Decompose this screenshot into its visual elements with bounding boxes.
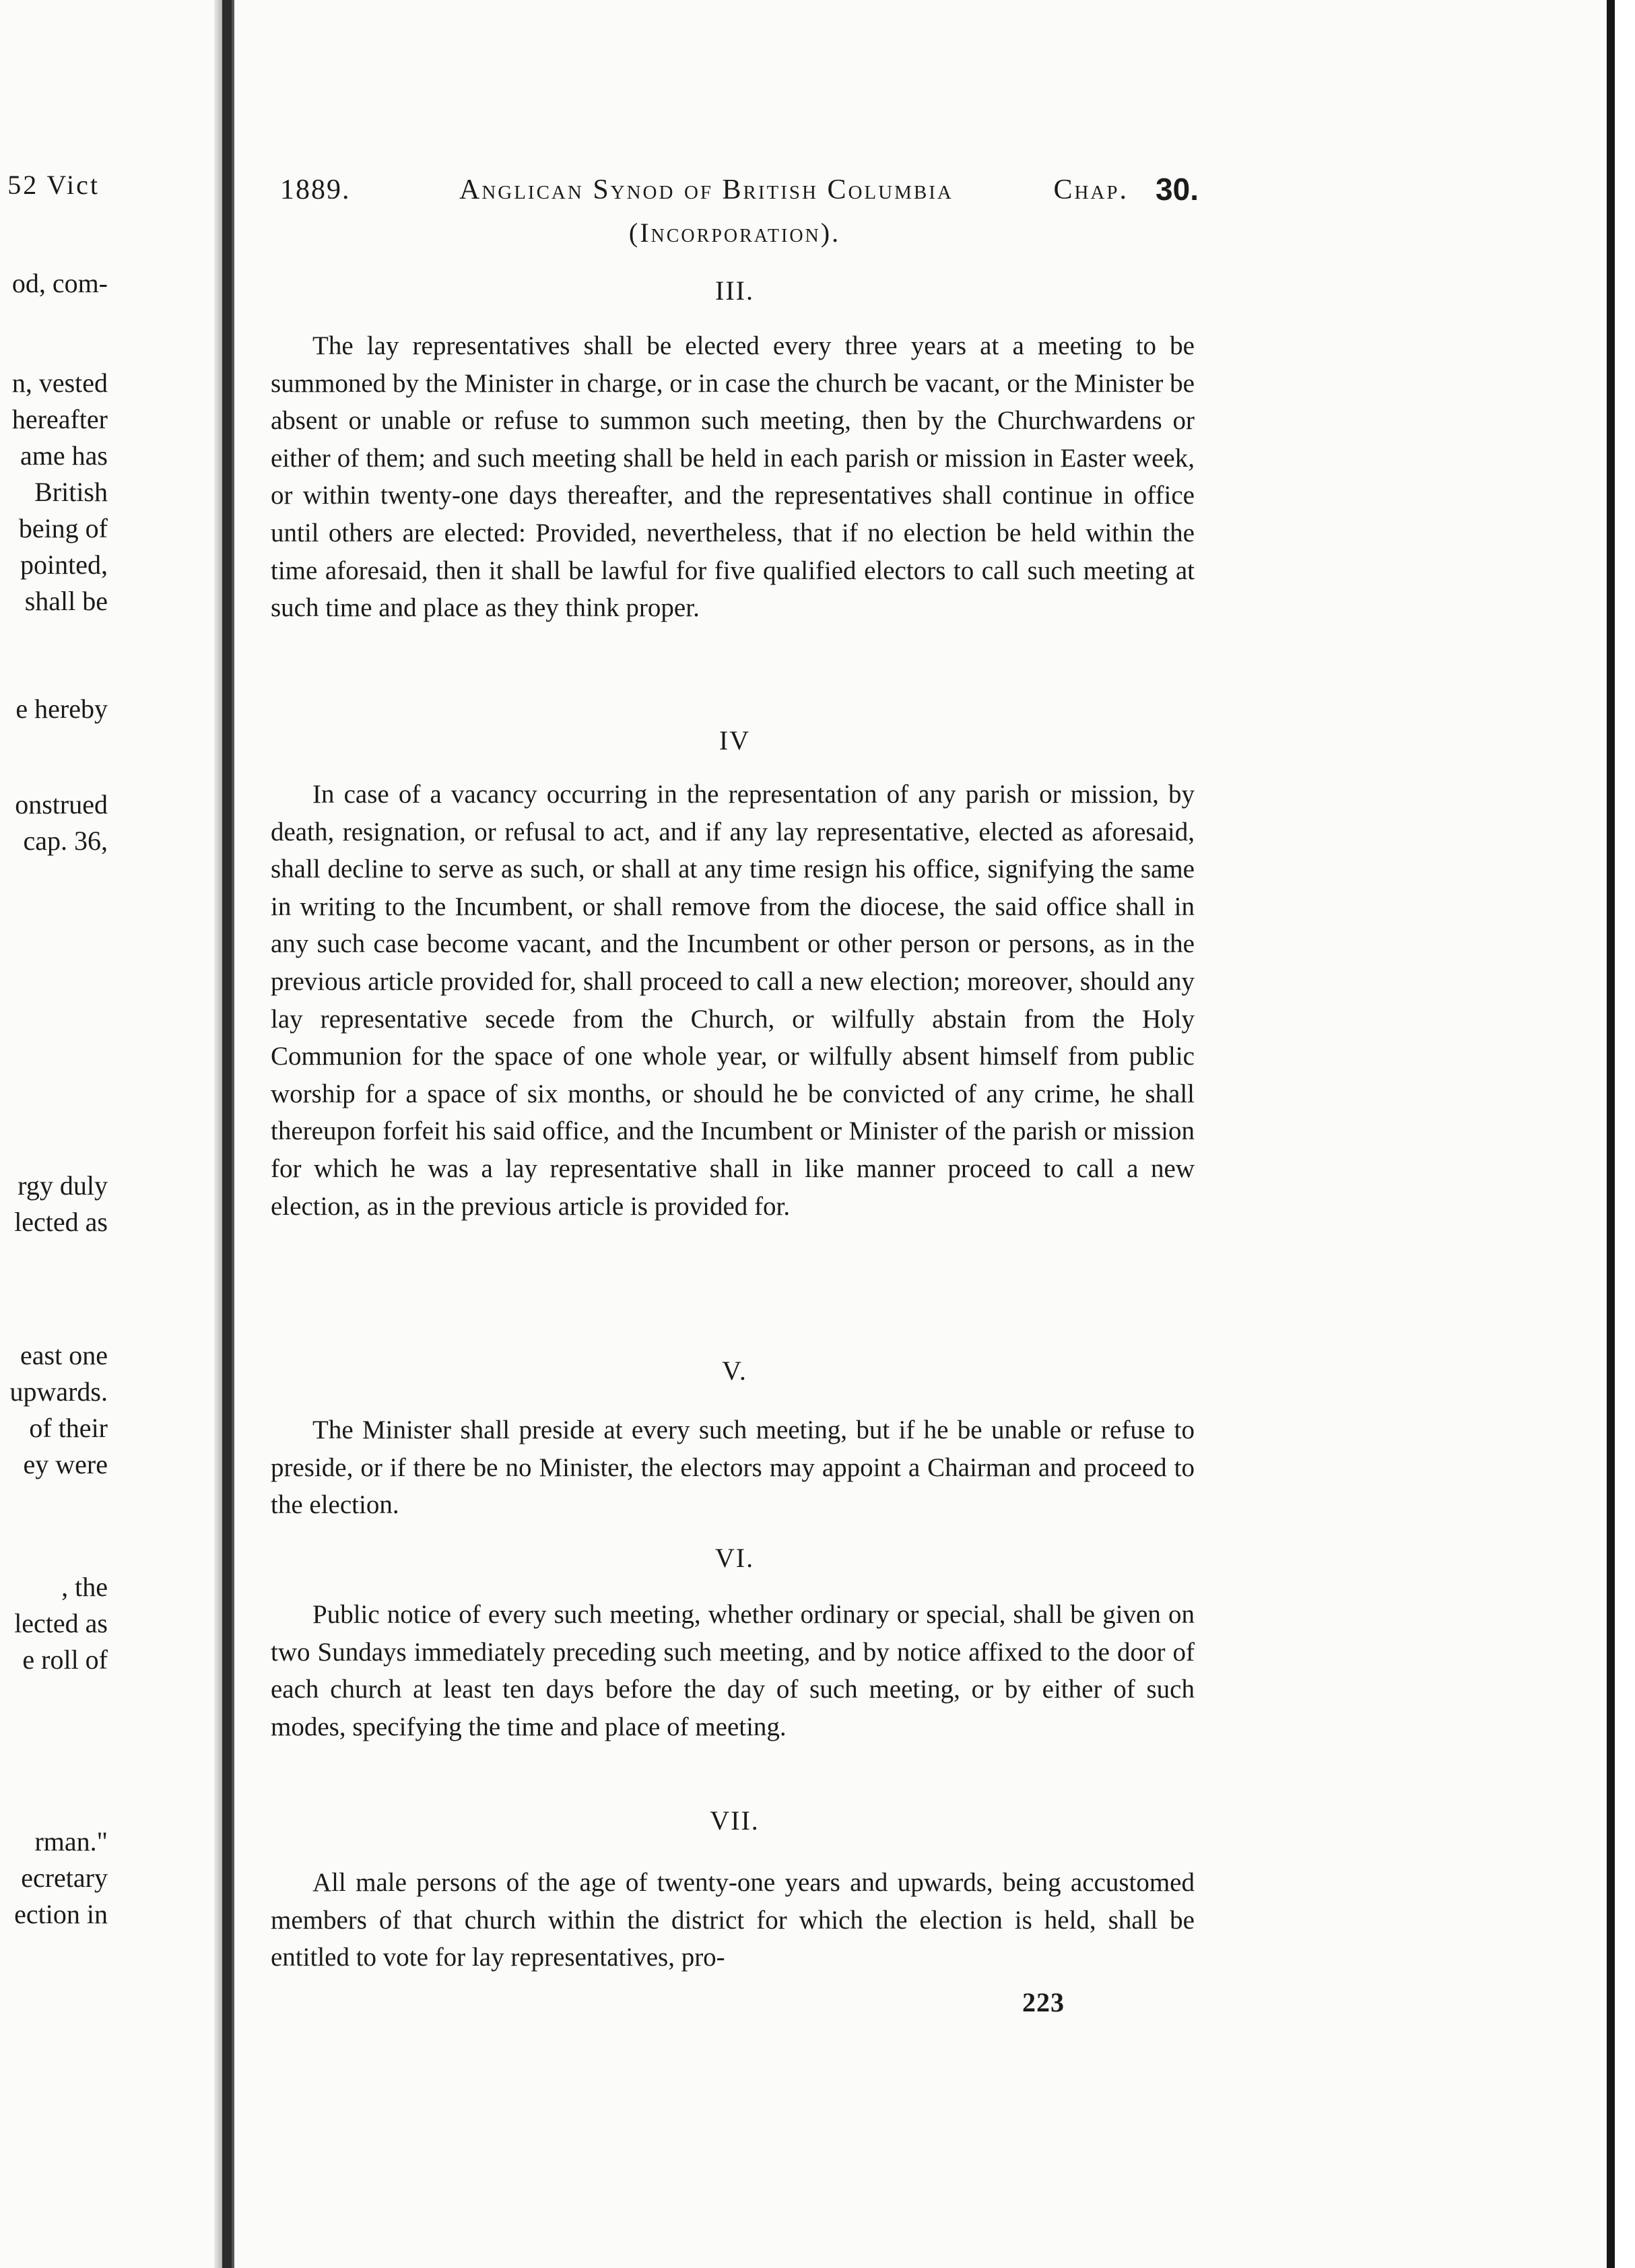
facing-page-line: of their xyxy=(29,1413,108,1443)
running-header xyxy=(271,174,1199,214)
facing-page-line: east one xyxy=(20,1340,108,1370)
article-text: In case of a vacancy occurring in the representation of any parish or mission, by death, resignation, or refusal to act, and if any lay representative, elected as aforesaid, shall decline to serve as such, or shall at any time resign his office, signifying the same in writing to the Incumbent, or shall remove from the diocese, the said office shall in any such case become vacant, and the Incumbent or other person or persons, as in the previous article provided for, shall proceed to call a new election; moreover, should any lay representative secede from the Church, or wilfully abstain from the Holy Communion for the space of one whole year, or wilfully absent himself from public worship for a space of six months, or should he be convicted of any crime, he shall thereupon forfeit his said office, and the Incumbent or Minister of the parish or mission for which he was a lay representative shall in like manner proceed to call a new election, as in the previous article is provided for. xyxy=(271,780,1195,1221)
facing-page-line: rman." xyxy=(34,1826,108,1857)
page-number: 223 xyxy=(1022,1987,1065,2017)
article-text: The lay representatives shall be elected every three years at a meeting to be summoned by the Minister in charge, or in case the church be vacant, or the Minister be absent or unable or refuse to summon such meeting, then by the Churchwardens or either of them; and such meeting shall be held in each parish or mission in Easter week, or within twenty-one days thereafter, and the representatives shall continue in office until others are elected: Provided, nevertheless, that if no election be held within the time aforesaid, then it shall be lawful for five qualified electors to call such meeting at such time and place as they think proper. xyxy=(271,331,1195,623)
facing-page-line: rgy duly xyxy=(18,1170,108,1201)
facing-page-line: n, vested xyxy=(11,368,108,398)
article-heading: VI. xyxy=(714,1543,755,1573)
facing-page-line: onstrued xyxy=(15,789,108,820)
facing-page-fragments xyxy=(0,0,214,2268)
header-chapter-number: 30. xyxy=(1156,172,1199,207)
article-heading: V. xyxy=(722,1356,747,1386)
header-chapter-label: Chap. xyxy=(1053,174,1129,205)
facing-page-line: upwards. xyxy=(9,1376,108,1407)
facing-page-line: e roll of xyxy=(22,1644,108,1675)
facing-page-line: ection in xyxy=(14,1899,108,1929)
facing-page-line: hereafter xyxy=(11,404,108,434)
facing-page-line: lected as xyxy=(14,1608,108,1638)
article-heading: IV xyxy=(719,725,751,756)
facing-page-line: ecretary xyxy=(21,1863,108,1893)
article-text: All male persons of the age of twenty-one years and upwards, being accustomed members of that church within the district for which the election is held, shall be entitled to vote for lay representatives, pro- xyxy=(271,1868,1195,1972)
facing-page-line: British xyxy=(34,477,108,507)
facing-page-line: cap. 36, xyxy=(23,826,108,856)
header-title: Anglican Synod of British Columbia xyxy=(459,174,954,205)
facing-page-line: e hereby xyxy=(15,694,108,724)
facing-page-line: lected as xyxy=(14,1207,108,1237)
facing-page-line: 52 Vict xyxy=(7,170,100,200)
header-year: 1889. xyxy=(280,174,351,205)
page-margin xyxy=(1615,0,1635,2268)
facing-page-line: ey were xyxy=(23,1449,108,1479)
article-heading: VII. xyxy=(710,1805,760,1836)
facing-page-line: , the xyxy=(61,1572,108,1602)
facing-page-line: being of xyxy=(18,513,108,543)
page-edge-shadow xyxy=(1607,0,1615,2268)
article-heading: III. xyxy=(715,275,754,306)
header-subtitle: (Incorporation). xyxy=(628,218,841,248)
facing-page-line: ame has xyxy=(20,440,108,471)
book-gutter-shadow xyxy=(222,0,232,2268)
facing-page-line: od, com- xyxy=(11,268,108,298)
article-text: The Minister shall preside at every such meeting, but if he be unable or refuse to preside, or if there be no Minister, the electors may appoint a Chairman and proceed to the election. xyxy=(271,1415,1195,1520)
article-text: Public notice of every such meeting, whether ordinary or special, shall be given on two Sundays immediately preceding such meeting, and by notice affixed to the door of each church at least ten days before the day of such meeting, or by either of such modes, specifying the time and place of meeting. xyxy=(271,1600,1195,1741)
facing-page-line: pointed, xyxy=(20,549,108,580)
facing-page-line: shall be xyxy=(24,586,108,616)
